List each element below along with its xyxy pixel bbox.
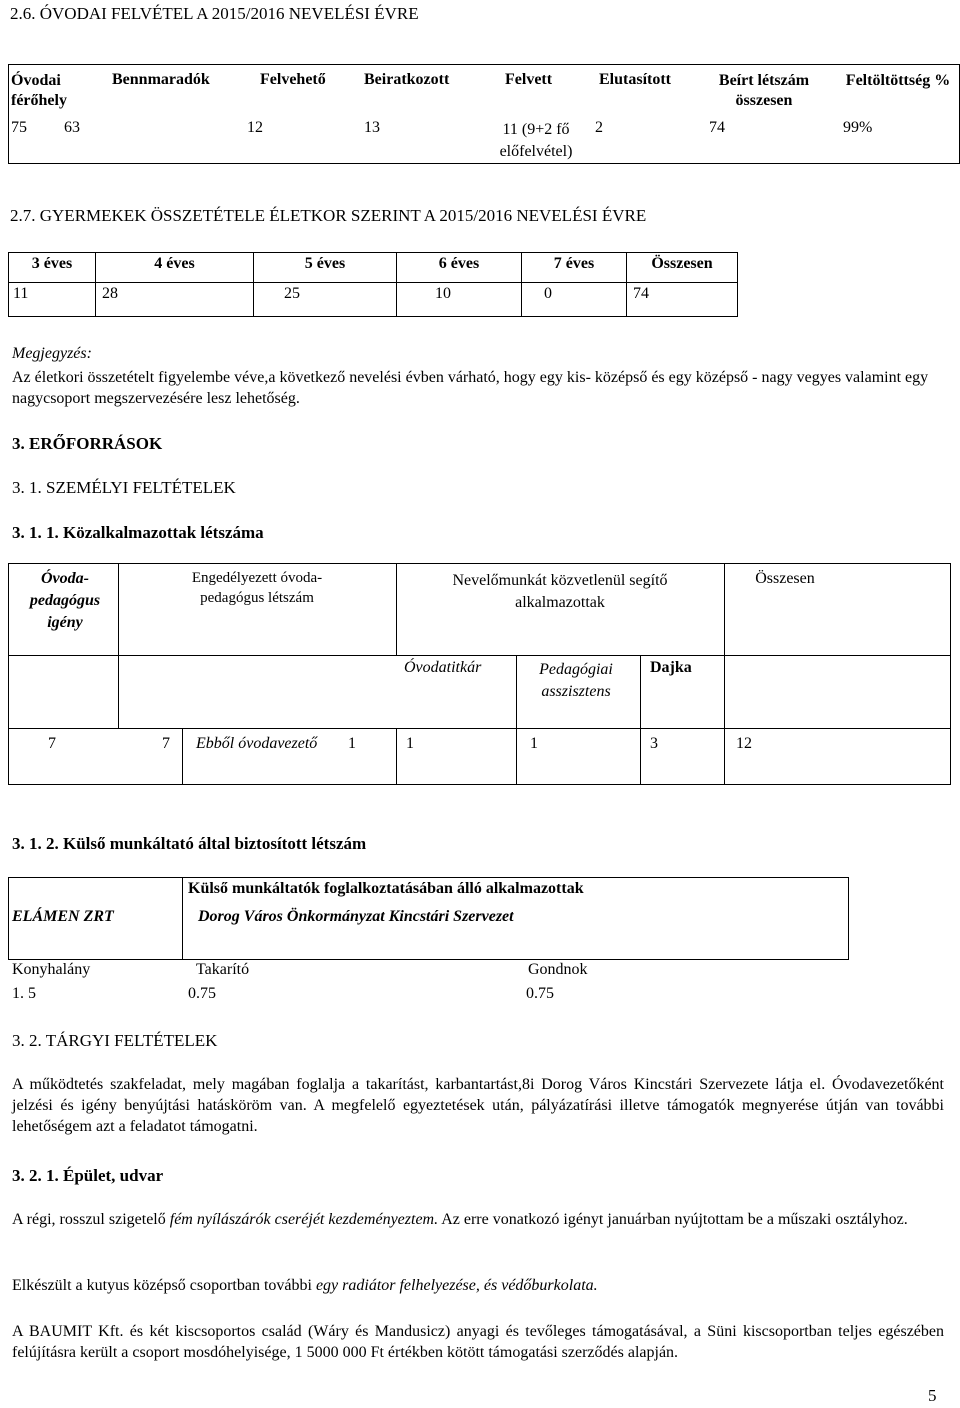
p1-lead: A régi, rosszul szigetelő	[12, 1211, 170, 1228]
col-nevelo: Nevelőmunkát közvetlenül segítő alkalmazottak	[452, 572, 668, 611]
page-number: 5	[928, 1386, 937, 1405]
val-vezeto-label: Ebből óvodavezető	[196, 735, 318, 752]
age-header-7: 7 éves	[522, 253, 627, 283]
age-header-3: 3 éves	[9, 253, 96, 283]
p1-rest: Az erre vonatkozó igényt januárban nyújtottam be a műszaki osztályhoz.	[438, 1211, 908, 1228]
note-text: Az életkori összetételt figyelembe véve,a következő nevelési évben várható, hogy egy kis- középső és egy középső - nagy vegyes valamint egy nagycsoport megszervezésére lesz lehetőség.	[12, 369, 929, 407]
val-beirt: 74	[709, 119, 725, 136]
role-konyhalany: Konyhalány	[12, 961, 91, 978]
age-table	[8, 252, 738, 317]
val-ferohely: 75	[11, 119, 27, 136]
age-header-6: 6 éves	[397, 253, 522, 283]
count-takarito: 0.75	[188, 985, 216, 1002]
val-engedelyezett: 7	[162, 735, 170, 752]
section-2-7-title: 2.7. GYERMEKEK ÖSSZETÉTELE ÉLETKOR SZERINT A 2015/2016 NEVELÉSI ÉVRE	[10, 206, 647, 225]
col-feltoltottseg: Feltöltöttség %	[845, 72, 951, 89]
col-beirt-letszam: Beírt létszám összesen	[718, 72, 810, 109]
val-osszesen: 12	[736, 735, 752, 752]
col-asszisztens-text: Pedagógiai asszisztens	[539, 661, 613, 700]
col-elutasitott: Elutasított	[599, 71, 671, 88]
val-asszisztens: 1	[530, 735, 538, 752]
age-val-3: 11	[9, 283, 96, 317]
val-igeny: 7	[48, 735, 56, 752]
age-header-total: Összesen	[627, 253, 738, 283]
val-felvett: 11 (9+2 fő előfelvétel)	[499, 121, 573, 160]
val-elutasitott: 2	[595, 119, 603, 136]
section-3-2-title: 3. 2. TÁRGYI FELTÉTELEK	[12, 1031, 218, 1050]
age-val-total: 74	[627, 283, 738, 317]
age-header-5: 5 éves	[254, 253, 397, 283]
section-3-title: 3. ERŐFORRÁSOK	[12, 434, 163, 453]
section-3-2-1-title: 3. 2. 1. Épület, udvar	[12, 1166, 164, 1185]
age-header-4: 4 éves	[96, 253, 254, 283]
col-beiratkozott: Beiratkozott	[364, 71, 450, 88]
col-titkar: Óvodatitkár	[404, 659, 482, 676]
col-dajka: Dajka	[650, 659, 692, 676]
col-ovodai-ferohely: Óvodai férőhely	[11, 72, 67, 109]
val-dajka: 3	[650, 735, 658, 752]
val-feltoltottseg: 99%	[843, 119, 873, 136]
val-beiratkozott: 13	[364, 119, 380, 136]
building-paragraph-1	[12, 1209, 944, 1230]
section-3-2-paragraph: A működtetés szakfeladat, mely magában foglalja a takarítást, karbantartást,8i Dorog Város Kincstári Szervezete látja el. Óvodavezetőként jelzési és igény benyújtási hatásköröm van. A megfelelő egyeztetések után, pályázatírási illetve támogatók megnyerése útján van további lehetőségem azt a feladatot támogatni.	[12, 1076, 944, 1135]
val-bennmaradok: 63	[64, 119, 80, 136]
building-paragraph-2	[12, 1275, 944, 1296]
col-asszisztens	[520, 659, 632, 703]
building-paragraph-3: A BAUMIT Kft. és két kiscsoportos család (Wáry és Mandusicz) anyagi és tevőleges támogatásával, a Süni kiscsoportban teljes egészében felújításra került a csoport mosdóhelyisége, 1 5000 000 Ft értékben kötött támogatási szerződés alapján.	[12, 1323, 944, 1361]
section-3-1-title: 3. 1. SZEMÉLYI FELTÉTELEK	[12, 478, 236, 497]
age-val-7: 0	[522, 283, 627, 317]
p1-italic: fém nyílászárók cseréjét kezdeményeztem.	[169, 1211, 439, 1228]
col-engedelyezett: Engedélyezett óvoda-pedagógus létszám	[191, 570, 323, 606]
val-felveheto: 12	[247, 119, 263, 136]
val-titkar: 1	[406, 735, 414, 752]
role-takarito: Takarító	[196, 961, 250, 978]
count-gondnok: 0.75	[526, 985, 554, 1002]
role-gondnok: Gondnok	[528, 961, 588, 978]
col-felvett: Felvett	[505, 71, 553, 88]
count-konyhalany: 1. 5	[12, 985, 36, 1002]
section-3-1-2-title: 3. 1. 2. Külső munkáltató által biztosított létszám	[12, 834, 367, 853]
note-label: Megjegyzés:	[12, 345, 92, 362]
p2-lead: Elkészült a kutyus középső csoportban további	[12, 1277, 316, 1294]
col-bennmaradok: Bennmaradók	[112, 71, 210, 88]
p2-italic: egy radiátor felhelyezése, és védőburkolata.	[315, 1277, 598, 1294]
age-val-4: 28	[96, 283, 254, 317]
col-osszesen: Összesen	[755, 570, 815, 587]
age-val-5: 25	[254, 283, 397, 317]
employer-head: Külső munkáltatók foglalkoztatásában álló alkalmazottak	[188, 880, 584, 897]
col-igeny: Óvoda-pedagógus igény	[29, 570, 101, 631]
employer-left: ELÁMEN ZRT	[12, 908, 114, 925]
age-val-6: 10	[397, 283, 522, 317]
section-2-6-title: 2.6. ÓVODAI FELVÉTEL A 2015/2016 NEVELÉSI ÉVRE	[10, 4, 419, 23]
section-3-1-1-title: 3. 1. 1. Közalkalmazottak létszáma	[12, 523, 264, 542]
admission-table	[8, 64, 960, 164]
employer-right: Dorog Város Önkormányzat Kincstári Szervezet	[198, 908, 514, 925]
val-vezeto: 1	[348, 735, 356, 752]
col-felveheto: Felvehető	[260, 71, 326, 88]
